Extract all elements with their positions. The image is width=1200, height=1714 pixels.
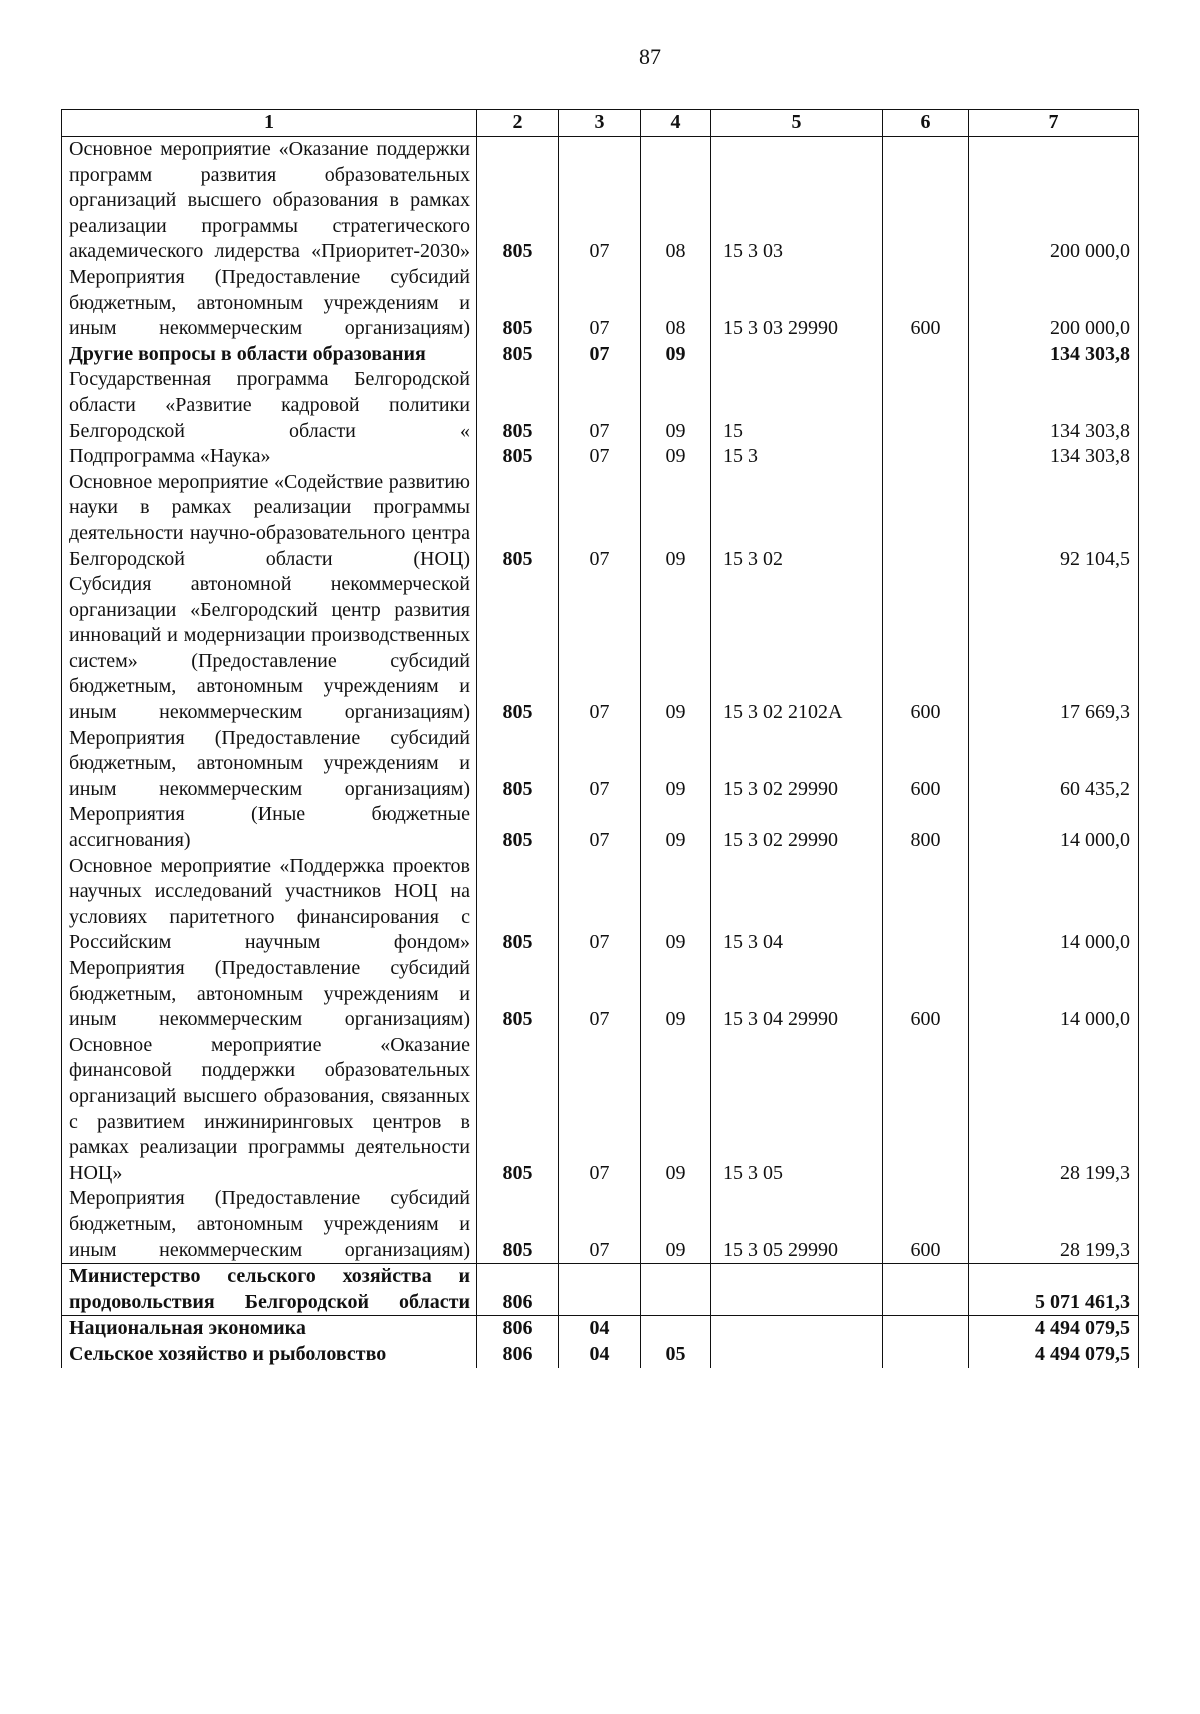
cell-section: 07 [559,572,641,726]
cell-expense-type [883,1264,969,1316]
budget-table [61,109,1139,1368]
table-row [62,470,1139,572]
header-cell: 5 [711,110,883,137]
table-row [62,1033,1139,1187]
cell-amount: 134 303,8 [969,367,1139,444]
cell-section: 07 [559,444,641,470]
cell-subsection: 09 [641,956,711,1033]
table-row [62,726,1139,803]
header-cell: 7 [969,110,1139,137]
cell-target-article: 15 3 03 29990 [711,265,883,342]
table-header-row [62,110,1139,137]
cell-ministry-code: 805 [477,470,559,572]
cell-target-article: 15 3 05 29990 [711,1186,883,1263]
row-name: Основное мероприятие «Поддержка проектов научных исследований участников НОЦ на условиях паритетного финансирования с Российским научным фондом» [62,854,477,956]
cell-expense-type [883,1342,969,1368]
cell-target-article: 15 3 04 [711,854,883,956]
cell-amount: 14 000,0 [969,854,1139,956]
cell-section: 07 [559,726,641,803]
cell-expense-type [883,854,969,956]
row-name: Министерство сельского хозяйства и продовольствия Белгородской области [62,1264,477,1316]
row-name: Мероприятия (Иные бюджетные ассигнования) [62,802,477,853]
cell-subsection: 09 [641,444,711,470]
table-row [62,137,1139,265]
table-row [62,572,1139,726]
row-name: Мероприятия (Предоставление субсидий бюджетным, автономным учреждениям и иным некоммерческим организациям) [62,726,477,803]
cell-amount: 14 000,0 [969,956,1139,1033]
cell-section: 07 [559,802,641,853]
cell-ministry-code: 805 [477,854,559,956]
row-name: Национальная экономика [62,1316,477,1342]
cell-section: 04 [559,1342,641,1368]
cell-target-article [711,1264,883,1316]
row-name: Государственная программа Белгородской области «Развитие кадровой политики Белгородской области « [62,367,477,444]
cell-expense-type [883,470,969,572]
cell-expense-type: 600 [883,726,969,803]
cell-subsection: 09 [641,726,711,803]
cell-ministry-code: 805 [477,726,559,803]
cell-ministry-code: 805 [477,802,559,853]
cell-ministry-code: 806 [477,1264,559,1316]
table-row [62,444,1139,470]
cell-expense-type [883,342,969,368]
cell-subsection: 09 [641,854,711,956]
row-name: Основное мероприятие «Оказание поддержки программ развития образовательных организаций высшего образования в рамках реализации программы стратегического академического лидерства «Приоритет-2030» [62,137,477,265]
row-name: Другие вопросы в области образования [62,342,477,368]
header-cell: 3 [559,110,641,137]
cell-ministry-code: 805 [477,342,559,368]
cell-amount: 4 494 079,5 [969,1342,1139,1368]
cell-target-article: 15 3 02 [711,470,883,572]
cell-expense-type [883,137,969,265]
cell-subsection: 09 [641,802,711,853]
cell-amount: 17 669,3 [969,572,1139,726]
cell-expense-type: 600 [883,265,969,342]
cell-expense-type [883,367,969,444]
cell-amount: 60 435,2 [969,726,1139,803]
row-name: Сельское хозяйство и рыболовство [62,1342,477,1368]
table-row [62,342,1139,368]
cell-target-article: 15 3 02 29990 [711,802,883,853]
table-row [62,265,1139,342]
cell-ministry-code: 805 [477,265,559,342]
cell-subsection [641,1316,711,1342]
cell-section: 07 [559,854,641,956]
cell-ministry-code: 806 [477,1316,559,1342]
cell-section: 07 [559,342,641,368]
row-name: Мероприятия (Предоставление субсидий бюджетным, автономным учреждениям и иным некоммерческим организациям) [62,1186,477,1263]
cell-amount: 28 199,3 [969,1186,1139,1263]
cell-target-article: 15 3 02 2102А [711,572,883,726]
cell-ministry-code: 805 [477,572,559,726]
table-row [62,1316,1139,1342]
cell-ministry-code: 805 [477,1033,559,1187]
budget-table-container [61,109,1138,1368]
cell-section: 07 [559,1033,641,1187]
cell-section: 07 [559,137,641,265]
cell-target-article: 15 3 03 [711,137,883,265]
cell-section [559,1264,641,1316]
cell-ministry-code: 805 [477,1186,559,1263]
cell-amount: 134 303,8 [969,444,1139,470]
cell-expense-type: 600 [883,956,969,1033]
cell-subsection: 09 [641,1186,711,1263]
cell-amount: 92 104,5 [969,470,1139,572]
cell-expense-type: 600 [883,572,969,726]
cell-section: 04 [559,1316,641,1342]
table-row [62,802,1139,853]
cell-expense-type: 800 [883,802,969,853]
cell-subsection: 08 [641,265,711,342]
header-cell: 4 [641,110,711,137]
cell-amount: 28 199,3 [969,1033,1139,1187]
cell-ministry-code: 805 [477,444,559,470]
row-name: Мероприятия (Предоставление субсидий бюджетным, автономным учреждениям и иным некоммерческим организациям) [62,265,477,342]
row-name: Субсидия автономной некоммерческой организации «Белгородский центр развития инноваций и модернизации производственных систем» (Предоставление субсидий бюджетным, автономным учреждениям и иным некоммерческим организациям) [62,572,477,726]
cell-subsection: 09 [641,572,711,726]
cell-target-article [711,1316,883,1342]
row-name: Основное мероприятие «Содействие развитию науки в рамках реализации программы деятельности научно-образовательного центра Белгородской области (НОЦ) [62,470,477,572]
table-row [62,956,1139,1033]
header-cell: 6 [883,110,969,137]
table-row [62,367,1139,444]
cell-ministry-code: 806 [477,1342,559,1368]
cell-target-article: 15 3 02 29990 [711,726,883,803]
row-name: Основное мероприятие «Оказание финансовой поддержки образовательных организаций высшего образования, связанных с развитием инжиниринговых центров в рамках реализации программы деятельности НОЦ» [62,1033,477,1187]
cell-target-article [711,1342,883,1368]
cell-expense-type [883,444,969,470]
cell-target-article [711,342,883,368]
cell-expense-type [883,1033,969,1187]
table-row [62,1264,1139,1316]
cell-subsection [641,1264,711,1316]
row-name: Подпрограмма «Наука» [62,444,477,470]
table-row [62,1342,1139,1368]
cell-amount: 200 000,0 [969,137,1139,265]
cell-section: 07 [559,367,641,444]
cell-subsection: 09 [641,1033,711,1187]
page-number: 87 [639,44,661,69]
cell-subsection: 05 [641,1342,711,1368]
cell-section: 07 [559,265,641,342]
cell-subsection: 09 [641,367,711,444]
cell-amount: 4 494 079,5 [969,1316,1139,1342]
cell-target-article: 15 3 04 29990 [711,956,883,1033]
cell-ministry-code: 805 [477,956,559,1033]
row-name: Мероприятия (Предоставление субсидий бюджетным, автономным учреждениям и иным некоммерческим организациям) [62,956,477,1033]
cell-amount: 200 000,0 [969,265,1139,342]
cell-expense-type [883,1316,969,1342]
cell-subsection: 09 [641,470,711,572]
cell-amount: 5 071 461,3 [969,1264,1139,1316]
cell-section: 07 [559,956,641,1033]
cell-subsection: 08 [641,137,711,265]
table-row [62,1186,1139,1263]
header-cell: 1 [62,110,477,137]
header-cell: 2 [477,110,559,137]
cell-amount: 14 000,0 [969,802,1139,853]
cell-section: 07 [559,1186,641,1263]
cell-ministry-code: 805 [477,137,559,265]
table-row [62,854,1139,956]
cell-target-article: 15 3 [711,444,883,470]
cell-amount: 134 303,8 [969,342,1139,368]
cell-ministry-code: 805 [477,367,559,444]
cell-subsection: 09 [641,342,711,368]
cell-section: 07 [559,470,641,572]
cell-target-article: 15 3 05 [711,1033,883,1187]
cell-expense-type: 600 [883,1186,969,1263]
cell-target-article: 15 [711,367,883,444]
